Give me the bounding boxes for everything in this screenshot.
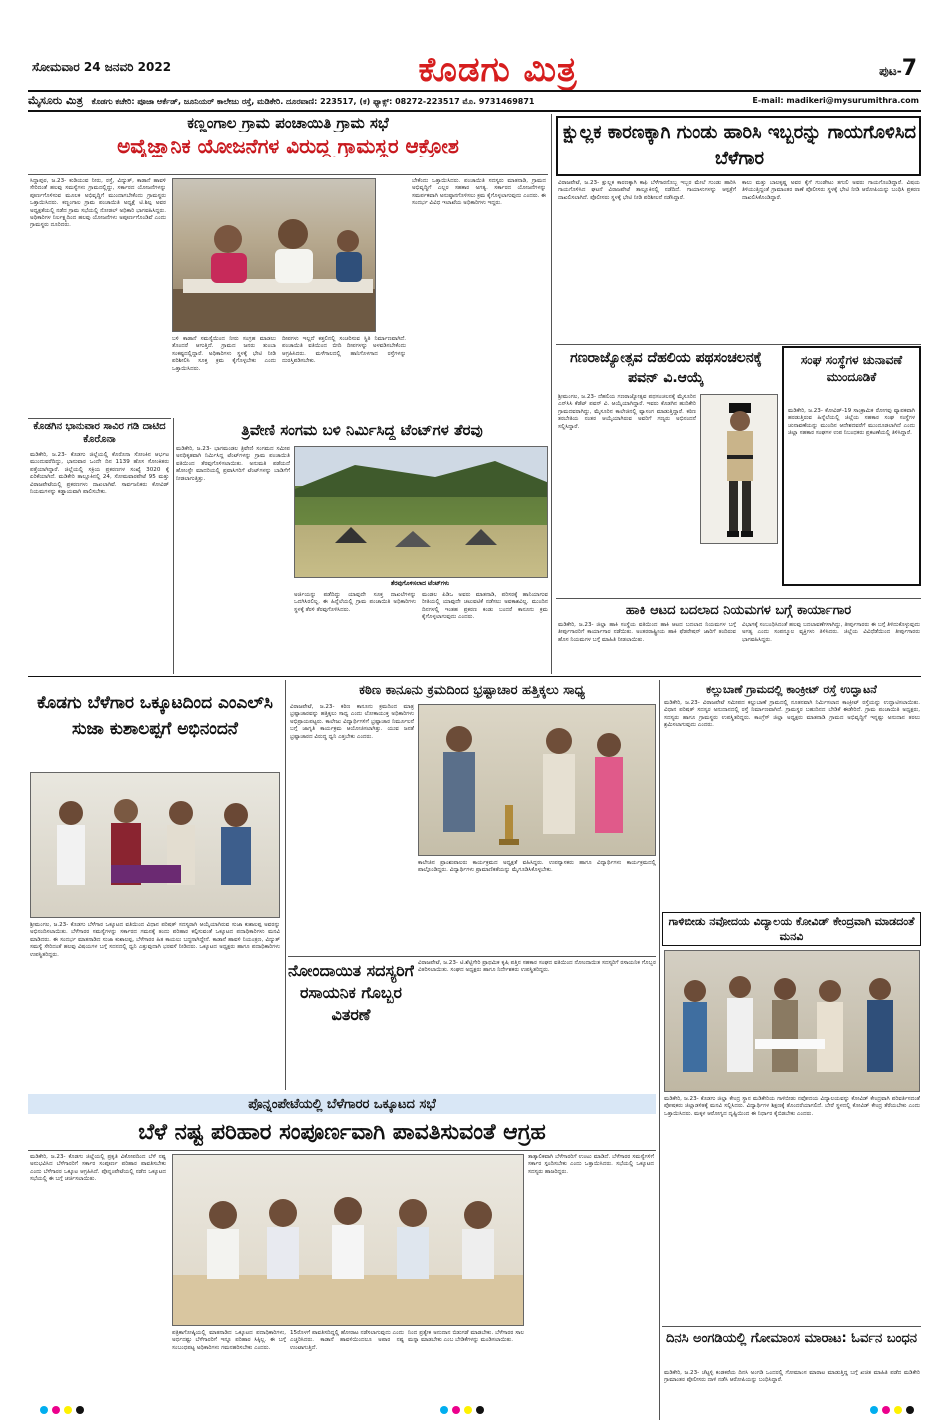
column-rule: [551, 114, 552, 674]
story13-kicker: ಪೊನ್ನಂಪೇಟೆಯಲ್ಲಿ ಬೆಳೆಗಾರರ ಒಕ್ಕೂಟದ ಸಭೆ: [248, 1097, 436, 1112]
story8-photo: [30, 772, 280, 918]
story12-photo: [664, 950, 920, 1092]
story2-col2: ಕಾಲು ಮತ್ತು ಬಾಲಕೃಷ್ಣ ಅವರ ಕೈಗೆ ಗುಂಡೇಟು ತಗುಲಿ ಅವರು ಗಾಯಗೊಂಡಿದ್ದಾರೆ. ವಿಷಯ ತಿಳಿಯುತ್ತಿದ್ದಂತೆ ಗ್ರಾಮಾಂತರ ಠಾಣೆ ಪೊಲೀಸರು ಸ್ಥಳಕ್ಕೆ ಭೇಟಿ ನೀಡಿ ಆರೋಪಿಯನ್ನು ಬಂಧಿಸಿ ಪ್ರಕರಣ ದಾಖಲಿಸಿಕೊಂಡಿದ್ದಾರೆ.: [742, 180, 920, 201]
story14-headline: ದಿನಸಿ ಅಂಗಡಿಯಲ್ಲಿ ಗೋಮಾಂಸ ಮಾರಾಟ: ಓರ್ವನ ಬಂಧನ: [666, 1331, 917, 1346]
story1-rule: [28, 174, 548, 175]
story11-headline: ಕಲ್ಲುಬಾಣೆ ಗ್ರಾಮದಲ್ಲಿ ಕಾಂಕ್ರೀಟ್ ರಸ್ತೆ ಉದ್ಘಾಟನೆ: [706, 683, 877, 696]
story14-top-rule: [662, 1326, 921, 1327]
column-rule: [659, 680, 660, 1420]
story12-body: ಮಡಿಕೇರಿ, ಜ.23- ಕೊಡಗು ಜಿಲ್ಲಾ ಕೇಂದ್ರ ಸ್ಥಾನ ಮಡಿಕೇರಿಯ ಗಾಳಿಬೀಡು ನವೋದಯ ವಿದ್ಯಾಲಯವನ್ನು ಕೋವಿಡ್ ಕೇಂದ್ರವಾಗಿ ಪರಿವರ್ತಿಸದಂತೆ ಪೋಷಕರು ಜಿಲ್ಲಾಡಳಿತಕ್ಕೆ ಮನವಿ ಸಲ್ಲಿಸಿದರು. ವಿದ್ಯಾರ್ಥಿಗಳ ಶಿಕ್ಷಣಕ್ಕೆ ತೊಂದರೆಯಾಗಲಿದೆ. ಬೇರೆ ಸ್ಥಳದಲ್ಲಿ ಕೋವಿಡ್ ಕೇಂದ್ರ ತೆರೆಯಬೇಕು ಎಂದು ಒತ್ತಾಯಿಸಿದರು. ಮಕ್ಕಳ ಆರೋಗ್ಯದ ದೃಷ್ಟಿಯಿಂದ ಈ ನಿರ್ಧಾರ ಕೈಬಿಡಬೇಕು ಎಂದರು.: [664, 1096, 920, 1117]
registration-dot: [476, 1406, 484, 1414]
story1-col4: ಬೇಕೆಂದು ಒತ್ತಾಯಿಸಿದರು. ಪಂಚಾಯಿತಿ ಸದಸ್ಯರು ಮಾತನಾಡಿ, ಗ್ರಾಮದ ಅಭಿವೃದ್ಧಿಗೆ ಎಲ್ಲರ ಸಹಕಾರ ಅಗತ್ಯ. ಸರ್ಕಾರದ ಯೋಜನೆಗಳನ್ನು ಸಮರ್ಪಕವಾಗಿ ಅನುಷ್ಠಾನಗೊಳಿಸಲು ಕ್ರಮ ಕೈಗೊಳ್ಳಲಾಗುವುದು ಎಂದರು. ಈ ಸಂದರ್ಭ ವಿವಿಧ ಇಲಾಖೆಯ ಅಧಿಕಾರಿಗಳು ಇದ್ದರು.: [412, 178, 546, 207]
felicitation-photo-icon: [31, 773, 280, 918]
story9-col2: ಕಾಲೇಜಿನ ಪ್ರಾಂಶುಪಾಲರು ಕಾರ್ಯಕ್ರಮದ ಅಧ್ಯಕ್ಷತೆ ವಹಿಸಿದ್ದರು. ಉಪನ್ಯಾಸಕರು ಹಾಗೂ ವಿದ್ಯಾರ್ಥಿಗಳು ಕಾರ್ಯಕ್ರಮದಲ್ಲಿ ಪಾಲ್ಗೊಂಡಿದ್ದರು. ವಿದ್ಯಾರ್ಥಿಗಳು ಪ್ರಾಮಾಣಿಕತೆಯನ್ನು ಮೈಗೂಡಿಸಿಕೊಳ್ಳಬೇಕು.: [418, 860, 656, 874]
story13-headline: ಬೆಳೆ ನಷ್ಟ ಪರಿಹಾರ ಸಂಪೂರ್ಣವಾಗಿ ಪಾವತಿಸುವಂತೆ ಆಗ್ರಹ: [138, 1120, 546, 1145]
story3-headline: ಗಣರಾಜ್ಯೋತ್ಸವ ದೆಹಲಿಯ ಪಥಸಂಚಲನಕ್ಕೆ ಪವನ್ ವಿ.ಆಯ್ಕೆ: [570, 350, 762, 386]
lamp-lighting-photo-icon: [419, 705, 656, 856]
story7-headline: ಹಾಕಿ ಆಟದ ಬದಲಾದ ನಿಯಮಗಳ ಬಗ್ಗೆ ಕಾರ್ಯಾಗಾರ: [625, 603, 852, 618]
registration-dot: [906, 1406, 914, 1414]
masthead-date: ಸೋಮವಾರ 24 ಜನವರಿ 2022: [32, 60, 172, 74]
story8-body: ಶ್ರೀಮಂಗಲ, ಜ.23- ಕೊಡಗು ಬೆಳೆಗಾರ ಒಕ್ಕೂಟದ ವತಿಯಿಂದ ವಿಧಾನ ಪರಿಷತ್ ಸದಸ್ಯರಾಗಿ ಆಯ್ಕೆಯಾಗಿರುವ ಸುಜಾ ಕುಶಾಲಪ್ಪ ಅವರನ್ನು ಅಭಿನಂದಿಸಲಾಯಿತು. ಬೆಳೆಗಾರರ ಸಮಸ್ಯೆಗಳನ್ನು ಸರ್ಕಾರದ ಗಮನಕ್ಕೆ ತಂದು ಪರಿಹಾರ ಕಲ್ಪಿಸುವಂತೆ ಒಕ್ಕೂಟದ ಪದಾಧಿಕಾರಿಗಳು ಮನವಿ ಮಾಡಿದರು. ಈ ಸಂದರ್ಭ ಮಾತನಾಡಿದ ಸುಜಾ ಕುಶಾಲಪ್ಪ, ಬೆಳೆಗಾರರ ಹಿತ ಕಾಯಲು ಬದ್ಧನಾಗಿದ್ದೇನೆ. ಕಾಡಾನೆ ಹಾವಳಿ ನಿಯಂತ್ರಣ, ವಿದ್ಯುತ್ ಸಮಸ್ಯೆ ಸೇರಿದಂತೆ ಹಲವು ವಿಷಯಗಳ ಬಗ್ಗೆ ಸದನದಲ್ಲಿ ಧ್ವನಿ ಎತ್ತುವುದಾಗಿ ಭರವಸೆ ನೀಡಿದರು. ಒಕ್ಕೂಟದ ಅಧ್ಯಕ್ಷರು ಹಾಗೂ ಪದಾಧಿಕಾರಿಗಳು ಉಪಸ್ಥಿತರಿದ್ದರು.: [30, 922, 280, 958]
story6-photo: [294, 446, 548, 578]
story13-rule: [28, 1150, 656, 1151]
section-rule: [28, 676, 921, 677]
story13-col1: ಮಡಿಕೇರಿ, ಜ.23- ಕೊಡಗು ಜಿಲ್ಲೆಯಲ್ಲಿ ಪ್ರಕೃತಿ ವಿಕೋಪದಿಂದ ಬೆಳೆ ನಷ್ಟ ಅನುಭವಿಸಿದ ಬೆಳೆಗಾರರಿಗೆ ಸರ್ಕಾರ ಸಂಪೂರ್ಣ ಪರಿಹಾರ ಪಾವತಿಸಬೇಕು ಎಂದು ಬೆಳೆಗಾರರ ಒಕ್ಕೂಟ ಆಗ್ರಹಿಸಿದೆ. ಪೊನ್ನಂಪೇಟೆಯಲ್ಲಿ ನಡೆದ ಒಕ್ಕೂಟದ ಸಭೆಯಲ್ಲಿ ಈ ಬಗ್ಗೆ ಚರ್ಚಿಸಲಾಯಿತು.: [30, 1154, 166, 1183]
registration-dot: [64, 1406, 72, 1414]
story6-caption: ತೆರವುಗೊಳಿಸಲಾದ ಟೆಂಟ್‌ಗಳು: [340, 580, 500, 588]
page-number-block: [879, 56, 917, 81]
story7-col1: ಮಡಿಕೇರಿ, ಜ.23- ಜಿಲ್ಲಾ ಹಾಕಿ ಸಂಸ್ಥೆಯ ವತಿಯಿಂದ ಹಾಕಿ ಆಟದ ಬದಲಾದ ನಿಯಮಗಳ ಬಗ್ಗೆ ತೀರ್ಪುಗಾರರಿಗೆ ಕಾರ್ಯಾಗಾರ ನಡೆಯಿತು. ಅಂತರರಾಷ್ಟ್ರೀಯ ಹಾಕಿ ಫೆಡರೇಷನ್ ಜಾರಿಗೆ ತಂದಿರುವ ಹೊಸ ನಿಯಮಗಳ ಬಗ್ಗೆ ಮಾಹಿತಿ ನೀಡಲಾಯಿತು.: [558, 622, 736, 643]
press-meet-photo-icon: [173, 1155, 524, 1326]
story12-headline: ಗಾಳಿಬೀಡು ನವೋದಯ ವಿದ್ಯಾಲಯ ಕೋವಿಡ್ ಕೇಂದ್ರವಾಗಿ ಮಾಡದಂತೆ ಮನವಿ: [668, 915, 915, 943]
masthead: [28, 52, 921, 90]
registration-dot: [882, 1406, 890, 1414]
registration-dot: [40, 1406, 48, 1414]
story10-top-rule: [288, 956, 656, 957]
story1-col2: ಬಳಿ ಕಾಡಾನೆ ಸಮಸ್ಯೆಯಿಂದ ನೀರು ಸಂಗ್ರಹ ಮಾಡಲು ತೊಂದರೆ ಆಗುತ್ತಿದೆ. ಗ್ರಾಮದ ಜನರು ತುಂಬಾ ಸಂಕಷ್ಟದಲ್ಲಿದ್ದಾರೆ. ಅಧಿಕಾರಿಗಳು ಸ್ಥಳಕ್ಕೆ ಭೇಟಿ ನೀಡಿ ಪರಿಶೀಲಿಸಿ ಸೂಕ್ತ ಕ್ರಮ ಕೈಗೊಳ್ಳಬೇಕು ಎಂದು ಒತ್ತಾಯಿಸಿದರು.: [172, 336, 276, 372]
masthead-rule: [28, 90, 921, 92]
story3-photo: [700, 394, 778, 544]
story1-col1: ಸಿದ್ದಾಪುರ, ಜ.23- ಕುಡಿಯುವ ನೀರು, ರಸ್ತೆ, ವಿದ್ಯುತ್, ಕಾಡಾನೆ ಹಾವಳಿ ಸೇರಿದಂತೆ ಹಲವು ಸಮಸ್ಯೆಗಳು ಗ್ರಾಮದಲ್ಲಿದ್ದು, ಸರ್ಕಾರದ ಯೋಜನೆಗಳನ್ನು ಪೂರ್ಣಗೊಳಿಸುವ ಮೂಲಕ ಅಭಿವೃದ್ಧಿಗೆ ಮುಂದಾಗಬೇಕೆಂದು ಗ್ರಾಮಸ್ಥರು ಒತ್ತಾಯಿಸಿದರು. ಕಣ್ಣಂಗಾಲ ಗ್ರಾಮ ಪಂಚಾಯಿತಿ ಅಧ್ಯಕ್ಷೆ ಟಿ.ಶಿಲ್ಪ ಅವರ ಅಧ್ಯಕ್ಷತೆಯಲ್ಲಿ ನಡೆದ ಗ್ರಾಮ ಸಭೆಯಲ್ಲಿ ನೋಡಲ್ ಅಧಿಕಾರಿ ಭಾಗವಹಿಸಿದ್ದರು. ಅಧಿಕಾರಿಗಳ ನಿರ್ಲಕ್ಷ್ಯದಿಂದ ಹಲವು ಯೋಜನೆಗಳು ಅಪೂರ್ಣಗೊಂಡಿವೆ ಎಂದು ಗ್ರಾಮಸ್ಥರು ದೂರಿದರು.: [30, 178, 166, 229]
registration-dot: [894, 1406, 902, 1414]
story6-col2: ಅರ್ಜಿಯನ್ನು ಪಡೆದಿದ್ದು ಯಾವುದೇ ಸೂಕ್ತ ದಾಖಲೆಗಳನ್ನು ಒದಗಿಸಿರಲಿಲ್ಲ. ಈ ಹಿನ್ನೆಲೆಯಲ್ಲಿ ಗ್ರಾಮ ಪಂಚಾಯಿತಿ ಅಧಿಕಾರಿಗಳು ಸ್ಥಳಕ್ಕೆ ತೆರಳಿ ತೆರವುಗೊಳಿಸಿದರು.: [294, 592, 416, 613]
story1-col3: ದೀಪಗಳು ಇಲ್ಲದೆ ಕತ್ತಲಿನಲ್ಲಿ ಸಂಚರಿಸುವ ಸ್ಥಿತಿ ನಿರ್ಮಾಣವಾಗಿದೆ. ಪಂಚಾಯಿತಿ ವತಿಯಿಂದ ಬೀದಿ ದೀಪಗಳನ್ನು ಅಳವಡಿಸಬೇಕೆಂದು ಆಗ್ರಹಿಸಿದರು. ಮಳೆಗಾಲದಲ್ಲಿ ಹಾನಿಗೊಳಗಾದ ರಸ್ತೆಗಳನ್ನು ದುರಸ್ತಿಪಡಿಸಬೇಕು.: [282, 336, 406, 365]
story7-top-rule: [556, 598, 921, 599]
column-rule: [285, 680, 286, 1090]
registration-dot: [76, 1406, 84, 1414]
story13-col3: 15ರೊಳಗೆ ಪಾವತಿಸದಿದ್ದಲ್ಲಿ ಹೋರಾಟ ನಡೆಸಲಾಗುವುದು ಎಂದು ಎಚ್ಚರಿಸಿದರು. ಕಾಡಾನೆ ಹಾವಳಿಯಿಂದಲೂ ಅಪಾರ ನಷ್ಟ ಉಂಟಾಗುತ್ತಿದೆ.: [290, 1330, 404, 1351]
story1-photo: [172, 178, 376, 332]
address-strip: [28, 93, 921, 109]
registration-dot: [452, 1406, 460, 1414]
story10-headline: ನೋಂದಾಯಿತ ಸದಸ್ಯರಿಗೆ ರಸಾಯನಿಕ ಗೊಬ್ಬರ ವಿತರಣೆ: [288, 961, 414, 1024]
sub-brand: ಮೈಸೂರು ಮಿತ್ರ: [28, 94, 83, 107]
story11-body: ಮಡಿಕೇರಿ, ಜ.23- ವಿರಾಜಪೇಟೆ ಸಮೀಪದ ಕಲ್ಲುಬಾಣೆ ಗ್ರಾಮದಲ್ಲಿ ನೂತನವಾಗಿ ನಿರ್ಮಿಸಲಾದ ಕಾಂಕ್ರೀಟ್ ರಸ್ತೆಯನ್ನು ಉದ್ಘಾಟಿಸಲಾಯಿತು. ವಿಧಾನ ಪರಿಷತ್ ಸದಸ್ಯರ ಅನುದಾನದಲ್ಲಿ ರಸ್ತೆ ನಿರ್ಮಾಣವಾಗಿದೆ. ಗ್ರಾಮಸ್ಥರ ಬಹುದಿನದ ಬೇಡಿಕೆ ಈಡೇರಿದೆ. ಗ್ರಾಮ ಪಂಚಾಯಿತಿ ಅಧ್ಯಕ್ಷರು, ಸದಸ್ಯರು ಹಾಗೂ ಗ್ರಾಮಸ್ಥರು ಉಪಸ್ಥಿತರಿದ್ದರು. ಕಾಂಗ್ರೆಸ್ ಜಿಲ್ಲಾ ಅಧ್ಯಕ್ಷರು ಮಾತನಾಡಿ ಗ್ರಾಮದ ಅಭಿವೃದ್ಧಿಗೆ ಇನ್ನಷ್ಟು ಅನುದಾನ ತರಲು ಶ್ರಮಿಸಲಾಗುವುದು ಎಂದರು.: [664, 700, 920, 729]
story3-top-rule: [556, 344, 921, 345]
registration-dot: [440, 1406, 448, 1414]
story3-body: ಶ್ರೀಮಂಗಲ, ಜ.23- ದೆಹಲಿಯ ಗಣರಾಜ್ಯೋತ್ಸವ ಪಥಸಂಚಲನಕ್ಕೆ ಮೈಸೂರಿನ ಎನ್‌ಸಿಸಿ ಕೆಡೆಟ್ ಪವನ್ ವಿ. ಆಯ್ಕೆಯಾಗಿದ್ದಾರೆ. ಇವರು ಕೊಡಗಿನ ಹುದಿಕೇರಿ ಗ್ರಾಮದವರಾಗಿದ್ದು, ಮೈಸೂರಿನ ಕಾಲೇಜಿನಲ್ಲಿ ವ್ಯಾಸಂಗ ಮಾಡುತ್ತಿದ್ದಾರೆ. ಕಠಿಣ ತರಬೇತಿಯ ನಂತರ ಆಯ್ಕೆಯಾಗಿರುವ ಅವರಿಗೆ ಗಣ್ಯರು ಅಭಿನಂದನೆ ಸಲ್ಲಿಸಿದ್ದಾರೆ.: [558, 394, 696, 430]
meeting-photo-icon: [173, 179, 376, 332]
story14-body: ಮಡಿಕೇರಿ, ಜ.23- ಚೆಟ್ಟಳ್ಳಿ ಕಂಡಕರೆಯ ದಿನಸಿ ಅಂಗಡಿ ಒಂದರಲ್ಲಿ ಗೋಮಾಂಸ ಮಾರಾಟ ಮಾಡುತ್ತಿದ್ದ ಬಗ್ಗೆ ಖಚಿತ ಮಾಹಿತಿ ಪಡೆದ ಮಡಿಕೇರಿ ಗ್ರಾಮಾಂತರ ಪೊಲೀಸರು ದಾಳಿ ನಡೆಸಿ ಆರೋಪಿಯನ್ನು ಬಂಧಿಸಿದ್ದಾರೆ.: [664, 1370, 920, 1384]
address-rule: [28, 110, 921, 112]
petition-photo-icon: [665, 951, 920, 1092]
story5-top-rule: [28, 418, 171, 419]
story4-body: ಮಡಿಕೇರಿ, ಜ.23- ಕೋವಿಡ್-19 ಸಾಂಕ್ರಾಮಿಕ ರೋಗವು ವ್ಯಾಪಕವಾಗಿ ಹರಡುತ್ತಿರುವ ಹಿನ್ನೆಲೆಯಲ್ಲಿ ಜಿಲ್ಲೆಯ ಸಹಕಾರ ಸಂಘ ಸಂಸ್ಥೆಗಳ ಚುನಾವಣೆಯನ್ನು ಮುಂದಿನ ಆದೇಶದವರೆಗೆ ಮುಂದೂಡಲಾಗಿದೆ ಎಂದು ಜಿಲ್ಲಾ ಸಹಕಾರ ಸಂಘಗಳ ಉಪ ನಿಬಂಧಕರು ಪ್ರಕಟಣೆಯಲ್ಲಿ ತಿಳಿಸಿದ್ದಾರೆ.: [788, 408, 915, 437]
story9-headline: ಕಠಿಣ ಕಾನೂನು ಕ್ರಮದಿಂದ ಭ್ರಷ್ಟಾಚಾರ ಹತ್ತಿಕ್ಕಲು ಸಾಧ್ಯ: [359, 683, 585, 698]
registration-dot: [52, 1406, 60, 1414]
story6-col1: ಮಡಿಕೇರಿ, ಜ.23- ಭಾಗಮಂಡಲ ತ್ರಿವೇಣಿ ಸಂಗಮದ ಸಮೀಪ ಅನಧಿಕೃತವಾಗಿ ನಿರ್ಮಿಸಿದ್ದ ಟೆಂಟ್‌ಗಳನ್ನು ಗ್ರಾಮ ಪಂಚಾಯಿತಿ ವತಿಯಿಂದ ತೆರವುಗೊಳಿಸಲಾಯಿತು. ಅನುಮತಿ ಪಡೆಯದೆ ಹೋಂಸ್ಟೇ ಮಾದರಿಯಲ್ಲಿ ಪ್ರವಾಸಿಗರಿಗೆ ಟೆಂಟ್‌ಗಳನ್ನು ಬಾಡಿಗೆಗೆ ನೀಡಲಾಗುತ್ತಿತ್ತು.: [176, 446, 290, 482]
email-line: E-mail: madikeri@mysurumithra.com: [752, 96, 919, 105]
story5-headline: ಕೊಡಗಿನ ಭಾನುವಾರ ಸಾವಿರ ಗಡಿ ದಾಟಿದ ಕೊರೊನಾ: [33, 421, 166, 445]
column-rule: [173, 418, 174, 674]
tents-photo-icon: [295, 447, 548, 578]
page-label: ಪುಟ-: [879, 64, 902, 78]
story6-headline: ತ್ರಿವೇಣಿ ಸಂಗಮ ಬಳಿ ನಿರ್ಮಿಸಿದ್ದ ಟೆಂಟ್‌ಗಳ ತೆರವು: [241, 421, 483, 439]
story6-col3: ಮಂಡಲ ಪಿಡಿಒ ಅವರು ಮಾತನಾಡಿ, ಪರಿಸರಕ್ಕೆ ಹಾನಿಯಾಗುವ ರೀತಿಯಲ್ಲಿ ಯಾವುದೇ ಚಟುವಟಿಕೆ ನಡೆಸಲು ಅವಕಾಶವಿಲ್ಲ. ಮುಂದಿನ ದಿನಗಳಲ್ಲಿ ಇಂತಹ ಪ್ರಕರಣ ಕಂಡು ಬಂದರೆ ಕಾನೂನು ಕ್ರಮ ಕೈಗೊಳ್ಳಲಾಗುವುದು ಎಂದರು.: [422, 592, 548, 621]
cadet-photo-icon: [701, 395, 778, 544]
masthead-title: ಕೊಡಗು ಮಿತ್ರ: [418, 50, 578, 90]
registration-dot: [464, 1406, 472, 1414]
story13-photo: [172, 1154, 524, 1326]
story9-col1: ವಿರಾಜಪೇಟೆ, ಜ.23- ಕಠಿಣ ಕಾನೂನು ಕ್ರಮದಿಂದ ಮಾತ್ರ ಭ್ರಷ್ಟಾಚಾರವನ್ನು ಹತ್ತಿಕ್ಕಲು ಸಾಧ್ಯ ಎಂದು ಲೋಕಾಯುಕ್ತ ಅಧಿಕಾರಿಗಳು ಅಭಿಪ್ರಾಯಪಟ್ಟರು. ಕಾಲೇಜು ವಿದ್ಯಾರ್ಥಿಗಳಿಗೆ ಭ್ರಷ್ಟಾಚಾರ ನಿರ್ಮೂಲನೆ ಬಗ್ಗೆ ಜಾಗೃತಿ ಕಾರ್ಯಕ್ರಮ ಆಯೋಜಿಸಲಾಗಿತ್ತು. ಯುವ ಜನತೆ ಭ್ರಷ್ಟಾಚಾರದ ವಿರುದ್ಧ ಧ್ವನಿ ಎತ್ತಬೇಕು ಎಂದರು.: [290, 704, 414, 740]
story5-body: ಮಡಿಕೇರಿ, ಜ.23- ಕೊಡಗು ಜಿಲ್ಲೆಯಲ್ಲಿ ಕೊರೊನಾ ಸೋಂಕಿನ ಆರ್ಭಟ ಮುಂದುವರೆದಿದ್ದು, ಭಾನುವಾರ ಒಂದೇ ದಿನ 1139 ಹೊಸ ಸೋಂಕಿತರು ಪತ್ತೆಯಾಗಿದ್ದಾರೆ. ಜಿಲ್ಲೆಯಲ್ಲಿ ಸಕ್ರಿಯ ಪ್ರಕರಣಗಳ ಸಂಖ್ಯೆ 3020 ಕ್ಕೆ ಏರಿಕೆಯಾಗಿದೆ. ಮಡಿಕೇರಿ ತಾಲ್ಲೂಕಿನಲ್ಲಿ 24, ಸೋಮವಾರಪೇಟೆ 95 ಮತ್ತು ವಿರಾಜಪೇಟೆಯಲ್ಲಿ ಪ್ರಕರಣಗಳು ದಾಖಲಾಗಿವೆ. ಸಾರ್ವಜನಿಕರು ಕೋವಿಡ್ ನಿಯಮಗಳನ್ನು ಕಡ್ಡಾಯವಾಗಿ ಪಾಲಿಸಬೇಕು.: [30, 452, 169, 496]
story1-kicker: ಕಣ್ಣಂಗಾಲ ಗ್ರಾಮ ಪಂಚಾಯಿತಿ ಗ್ರಾಮ ಸಭೆ: [187, 116, 389, 132]
story1-headline: ಅವೈಜ್ಞಾನಿಕ ಯೋಜನೆಗಳ ವಿರುದ್ಧ ಗ್ರಾಮಸ್ಥರ ಆಕ್ರೋಶ: [117, 136, 459, 157]
story7-col2: ವಿಭಾಗಕ್ಕೆ ಸಂಬಂಧಿಸಿದಂತೆ ಹಲವು ಬದಲಾವಣೆಗಳಾಗಿದ್ದು, ತೀರ್ಪುಗಾರರು ಈ ಬಗ್ಗೆ ತಿಳಿದುಕೊಳ್ಳುವುದು ಅಗತ್ಯ ಎಂದು ಸಂಪನ್ಮೂಲ ವ್ಯಕ್ತಿಗಳು ತಿಳಿಸಿದರು. ಜಿಲ್ಲೆಯ ವಿವಿಧೆಡೆಯಿಂದ ತೀರ್ಪುಗಾರರು ಭಾಗವಹಿಸಿದ್ದರು.: [742, 622, 920, 643]
story13-col2: ಪತ್ರಿಕಾಗೋಷ್ಠಿಯಲ್ಲಿ ಮಾತನಾಡಿದ ಒಕ್ಕೂಟದ ಪದಾಧಿಕಾರಿಗಳು, ಅರ್ಧದಷ್ಟು ಬೆಳೆಗಾರರಿಗೆ ಇನ್ನೂ ಪರಿಹಾರ ಸಿಕ್ಕಿಲ್ಲ. ಈ ಬಗ್ಗೆ ಸಂಬಂಧಪಟ್ಟ ಅಧಿಕಾರಿಗಳು ಗಮನಹರಿಸಬೇಕು ಎಂದರು.: [172, 1330, 286, 1351]
story4-headline: ಸಂಘ ಸಂಸ್ಥೆಗಳ ಚುನಾವಣೆ ಮುಂದೂಡಿಕೆ: [800, 353, 903, 384]
registration-dot: [870, 1406, 878, 1414]
address-line: ಕೊಡಗು ಕಚೇರಿ: ಪೂಜಾ ಆರ್ಕೆಡ್, ಜೂನಿಯರ್ ಕಾಲೇಜು ರಸ್ತೆ, ಮಡಿಕೇರಿ. ದೂರವಾಣಿ: 223517, (ಕ) ಫ್ಯಾಕ್ಸ್: 08272-223517 ಮೊ. 9731469871: [91, 97, 535, 106]
story13-col5: ತಾತ್ಕಾಲಿಕವಾಗಿ ಬೆಳೆಗಾರರಿಗೆ ಉಂಟು ಮಾಡಿದೆ. ಬೆಳೆಗಾರರ ಸಮಸ್ಯೆಗಳಿಗೆ ಸರ್ಕಾರ ಸ್ಪಂದಿಸಬೇಕು ಎಂದು ಒತ್ತಾಯಿಸಿದರು. ಸಭೆಯಲ್ಲಿ ಒಕ್ಕೂಟದ ಸದಸ್ಯರು ಹಾಜರಿದ್ದರು.: [528, 1154, 654, 1175]
story2-headline: ಕ್ಷುಲ್ಲಕ ಕಾರಣಕ್ಕಾಗಿ ಗುಂಡು ಹಾರಿಸಿ ಇಬ್ಬರನ್ನು ಗಾಯಗೊಳಿಸಿದ ಬೆಳೆಗಾರ: [562, 122, 917, 169]
story8-headline: ಕೊಡಗು ಬೆಳೆಗಾರ ಒಕ್ಕೂಟದಿಂದ ಎಂಎಲ್‌ಸಿ ಸುಜಾ ಕುಶಾಲಪ್ಪಗೆ ಅಭಿನಂದನೆ: [37, 693, 273, 739]
story10-body: ವಿರಾಜಪೇಟೆ, ಜ.23- ಟಿ.ಶೆಟ್ಟಿಗೇರಿ ಪ್ರಾಥಮಿಕ ಕೃಷಿ ಪತ್ತಿನ ಸಹಕಾರ ಸಂಘದ ವತಿಯಿಂದ ನೋಂದಾಯಿತ ಸದಸ್ಯರಿಗೆ ರಸಾಯನಿಕ ಗೊಬ್ಬರ ವಿತರಿಸಲಾಯಿತು. ಸಂಘದ ಅಧ್ಯಕ್ಷರು ಹಾಗೂ ನಿರ್ದೇಶಕರು ಉಪಸ್ಥಿತರಿದ್ದರು.: [418, 960, 656, 974]
story2-col1: ವಿರಾಜಪೇಟೆ, ಜ.23- ಕ್ಷುಲ್ಲಕ ಕಾರಣಕ್ಕಾಗಿ ಕಾಫಿ ಬೆಳೆಗಾರನೊಬ್ಬ ಇಬ್ಬರ ಮೇಲೆ ಗುಂಡು ಹಾರಿಸಿ ಗಾಯಗೊಳಿಸಿದ ಘಟನೆ ವಿರಾಜಪೇಟೆ ತಾಲ್ಲೂಕಿನಲ್ಲಿ ನಡೆದಿದೆ. ಗಾಯಾಳುಗಳನ್ನು ಆಸ್ಪತ್ರೆಗೆ ದಾಖಲಿಸಲಾಗಿದೆ. ಪೊಲೀಸರು ಸ್ಥಳಕ್ಕೆ ಭೇಟಿ ನೀಡಿ ಪರಿಶೀಲನೆ ನಡೆಸಿದ್ದಾರೆ.: [558, 180, 736, 201]
story9-photo: [418, 704, 656, 856]
page-number: 7: [901, 56, 917, 81]
story13-col4: ನಿಂದ ಪ್ರತ್ಯೇಕ ಅನುದಾನ ಬಿಡುಗಡೆ ಮಾಡಬೇಕು. ಬೆಳೆಗಾರರ ಸಾಲ ಮನ್ನಾ ಮಾಡಬೇಕು ಎಂಬ ಬೇಡಿಕೆಗಳನ್ನು ಮಂಡಿಸಲಾಯಿತು.: [408, 1330, 524, 1344]
